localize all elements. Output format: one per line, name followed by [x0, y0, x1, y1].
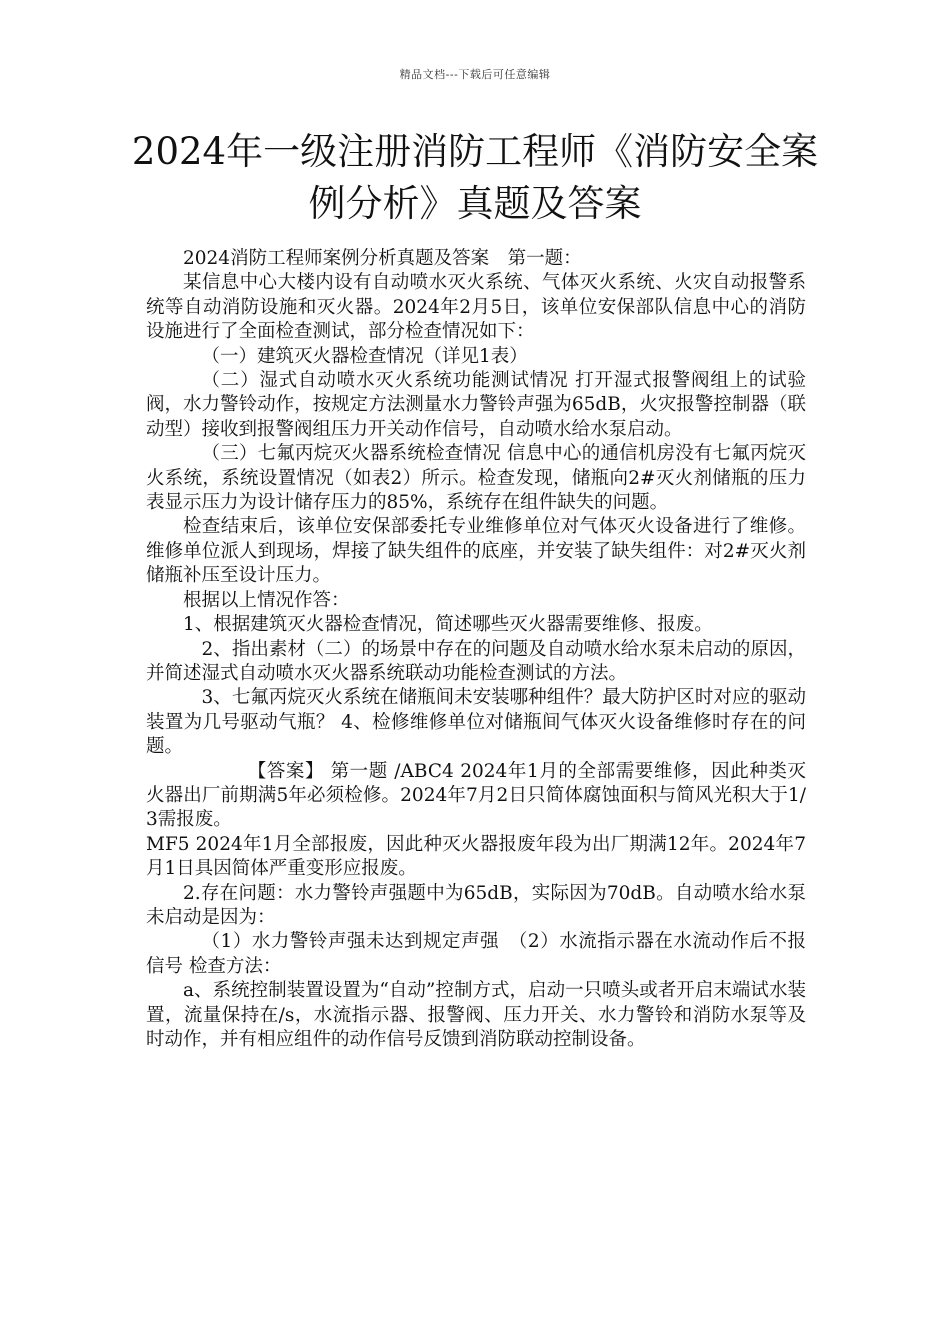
- paragraph-question-1: 1、根据建筑灭火器检查情况，简述哪些灭火器需要维修、报废。: [183, 614, 713, 636]
- paragraph-section-3: （三）七氟丙烷灭火器系统检查情况 信息中心的通信机房没有七氟丙烷灭火系统，系统设置情况（如表2）所示。检查发现，储瓶向2#灭火剂储瓶的压力表显示压力为设计储存压力的85%，系统存在组件缺失的问题。: [146, 443, 806, 514]
- paragraph-instruction: 根据以上情况作答：: [183, 589, 350, 611]
- paragraph-method-a: a、系统控制装置设置为“自动”控制方式，启动一只喷头或者开启末端试水装置，流量保持在/s，水流指示器、报警阀、压力开关、水力警铃和消防水泵等及时动作，并有相应组件的动作信号反馈到消防联动控制设备。: [146, 980, 806, 1050]
- paragraph-question-3-4: 3、七氟丙烷灭火系统在储瓶间未安装哪种组件？最大防护区时对应的驱动装置为几号驱动气瓶？ 4、检修维修单位对储瓶间气体灭火设备维修时存在的问题。: [146, 687, 806, 758]
- document-title: 2024年一级注册消防工程师《消防安全案例分析》真题及答案: [131, 130, 819, 225]
- paragraph-question-2: 2、指出素材（二）的场景中存在的问题及自动喷水给水泵未启动的原因，并简述湿式自动喷水灭火器系统联动功能检查测试的方法。: [146, 638, 806, 684]
- paragraph-reasons: （1）水力警铃声强未达到规定声强 （2）水流指示器在水流动作后不报信号 检查方法：: [146, 931, 806, 977]
- paragraph-repair: 检查结束后，该单位安保部委托专业维修单位对气体灭火设备进行了维修。维修单位派人到现场，焊接了缺失组件的底座，并安装了缺失组件：对2#灭火剂储瓶补压至设计压力。: [146, 516, 806, 587]
- paragraph-answer-2: 2.存在问题：水力警铃声强题中为65dB，实际因为70dB。自动喷水给水泵未启动是因为：: [146, 882, 806, 928]
- paragraph-answer-1: 【答案】 第一题 /ABC4 2024年1月的全部需要维修，因此种类灭火器出厂前期满5年必须检修。2024年7月2日只简体腐蚀面积与简风光积大于1/3需报废。: [146, 760, 806, 831]
- page-header: 精品文档---下载后可任意编辑: [399, 68, 551, 81]
- paragraph-intro: 2024消防工程师案例分析真题及答案 第一题：: [183, 248, 582, 269]
- paragraph-background: 某信息中心大楼内设有自动喷水灭火系统、气体灭火系统、火灾自动报警系统等自动消防设施和灭火器。2024年2月5日，该单位安保部队信息中心的消防设施进行了全面检查测试，部分检查情况如下：: [146, 272, 806, 343]
- document-body: [146, 247, 806, 1052]
- paragraph-answer-mf5: MF5 2024年1月全部报废，因此种灭火器报废年段为出厂期满12年。2024年7月1日具因简体严重变形应报废。: [146, 833, 806, 880]
- paragraph-section-2: （二）湿式自动喷水灭火系统功能测试情况 打开湿式报警阀组上的试验阀，水力警铃动作，按规定方法测量水力警铃声强为65dB，火灾报警控制器（联动型）接收到报警阀组压力开关动作信号，自动喷水给水泵启动。: [146, 370, 806, 440]
- paragraph-section-1: （一）建筑灭火器检查情况（详见1表）: [201, 345, 528, 367]
